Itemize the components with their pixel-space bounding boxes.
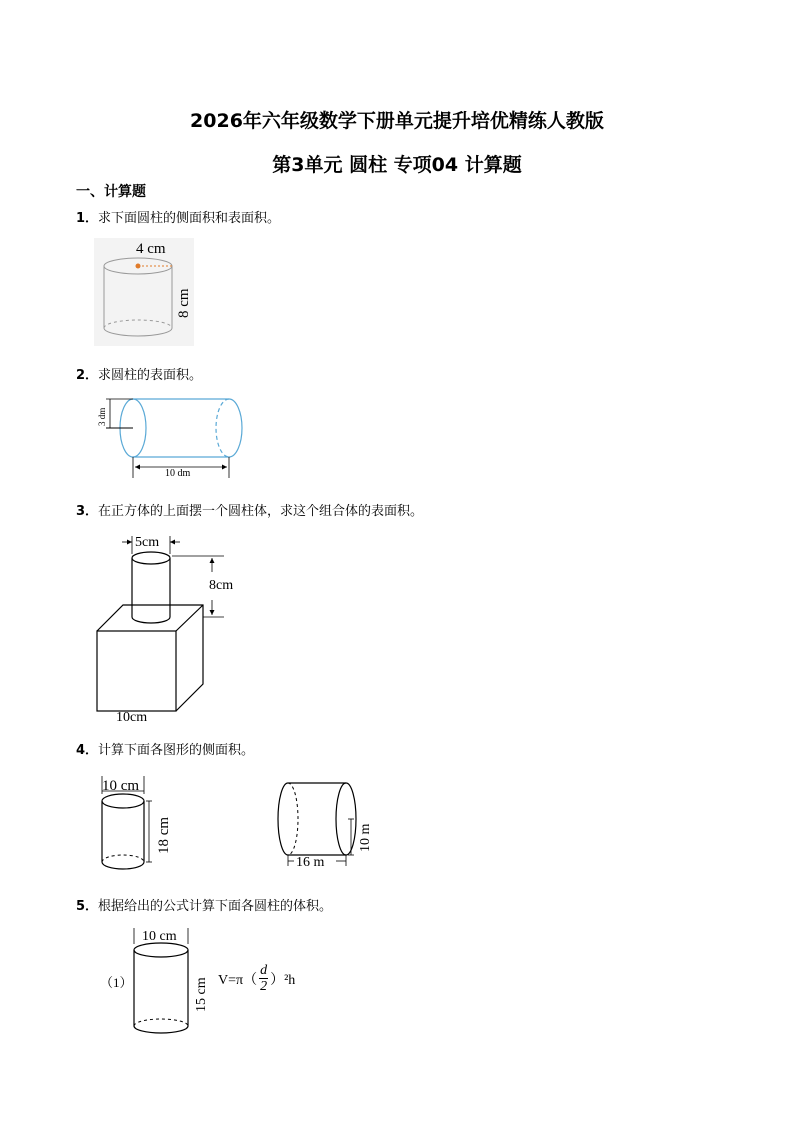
formula-fraction xyxy=(259,964,268,994)
composite-figure-3 xyxy=(92,530,252,726)
length-label: 10 dm xyxy=(165,468,191,479)
height-label: 8 cm xyxy=(176,288,192,318)
radius-label: 3 dm xyxy=(97,407,107,426)
document-subtitle: 第3单元 圆柱 专项04 计算题 xyxy=(272,154,522,176)
volume-formula xyxy=(218,964,295,994)
question-number: 1． xyxy=(76,211,99,226)
diameter-label: 4 cm xyxy=(136,241,166,257)
cylinder-figure-4b xyxy=(268,774,378,874)
question-4 xyxy=(76,739,254,758)
question-text: 计算下面各图形的侧面积。 xyxy=(98,743,255,758)
fraction-denominator: 2 xyxy=(260,979,268,994)
cylinder-figure-2 xyxy=(92,396,252,482)
question-1 xyxy=(76,207,280,226)
diameter-label: 10 m xyxy=(358,823,373,852)
length-label: 16 m xyxy=(296,855,325,870)
fraction-numerator: d xyxy=(260,963,268,978)
document-title: 2026年六年级数学下册单元提升培优精练人教版 xyxy=(190,110,604,132)
question-text: 在正方体的上面摆一个圆柱体，求这个组合体的表面积。 xyxy=(98,504,424,519)
question-number: 2． xyxy=(76,368,99,383)
question-text: 求圆柱的表面积。 xyxy=(98,368,203,383)
question-number: 4． xyxy=(76,743,99,758)
subquestion-label: （1） xyxy=(100,975,133,990)
question-number: 5． xyxy=(76,899,99,914)
cylinder-figure-5 xyxy=(128,926,218,1040)
diameter-label: 5cm xyxy=(135,535,160,550)
diameter-label: 10 cm xyxy=(102,778,140,794)
cylinder-figure-4a xyxy=(92,774,182,874)
question-5 xyxy=(76,895,332,914)
cylinder-figure-1 xyxy=(92,236,202,348)
height-label: 18 cm xyxy=(156,816,172,854)
formula-suffix: ）²h xyxy=(270,973,296,988)
formula-prefix: V=π（ xyxy=(218,973,258,988)
edge-label: 10cm xyxy=(116,710,148,725)
diameter-label: 10 cm xyxy=(142,929,177,944)
question-3 xyxy=(76,500,423,519)
height-label: 15 cm xyxy=(194,977,209,1012)
question-text: 求下面圆柱的侧面积和表面积。 xyxy=(98,211,281,226)
question-text: 根据给出的公式计算下面各圆柱的体积。 xyxy=(98,899,333,914)
section-heading: 一、计算题 xyxy=(76,184,146,200)
height-label: 8cm xyxy=(209,578,234,593)
question-number: 3． xyxy=(76,504,99,519)
question-2 xyxy=(76,364,202,383)
